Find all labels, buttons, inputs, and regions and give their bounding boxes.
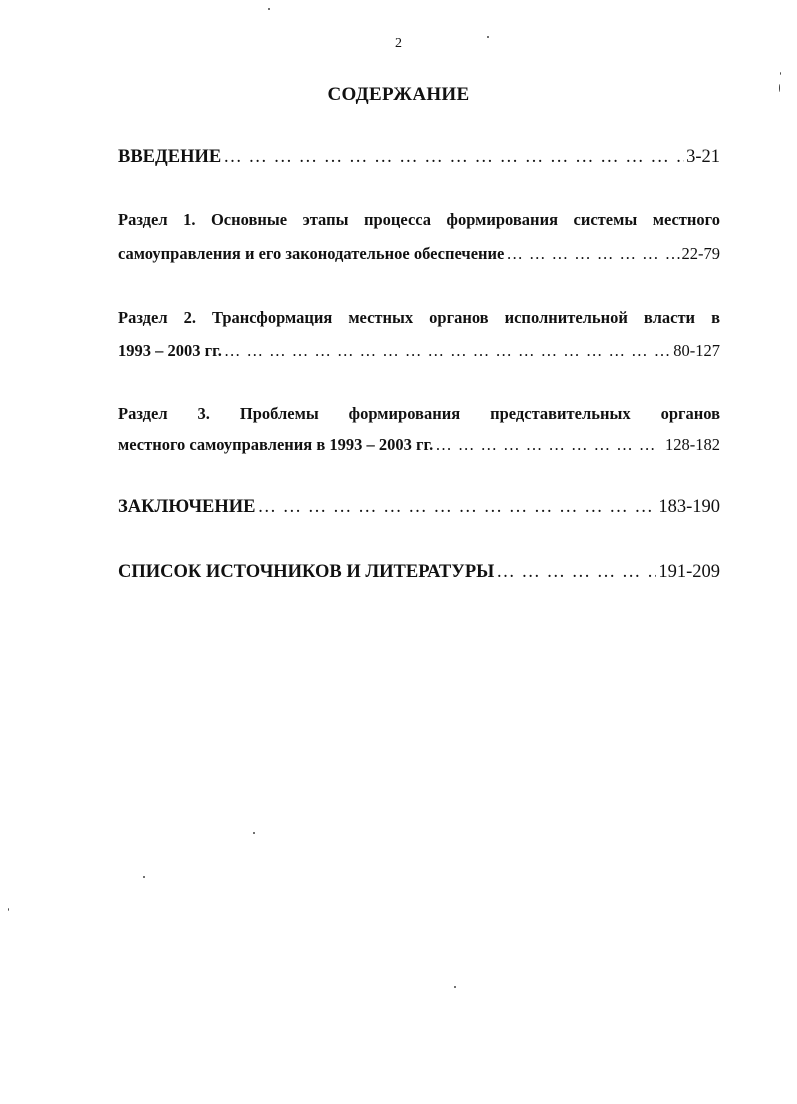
scan-speck [268,8,270,10]
dot-leader [258,497,657,518]
toc-entry-pages: 22-79 [681,244,720,263]
dot-leader [496,562,656,583]
dot-leader [223,147,684,168]
dot-leader [224,341,671,361]
toc-entry-pages: 183-190 [658,497,720,517]
scan-speck [487,36,489,38]
toc-entry-pages: 191-209 [658,562,720,582]
toc-entry-pages: 128-182 [665,435,720,454]
toc-entry-section2 [118,341,720,361]
toc-entry-pages: 80-127 [673,341,720,360]
toc-entry-section1 [118,244,720,264]
toc-entry-section2-line1: Раздел 2. Трансформация местных органов исполнительной власти в [118,308,720,327]
scan-speck [8,908,9,911]
scan-speck [143,876,145,878]
toc-entry-section1-line1: Раздел 1. Основные этапы процесса формирования системы местного [118,210,720,229]
page-number: 2 [395,36,402,51]
toc-entry-label: 1993 – 2003 гг. [118,341,222,360]
toc-entry-sources [118,562,720,583]
toc-entry-label: ЗАКЛЮЧЕНИЕ [118,497,256,517]
scan-speck [253,832,255,834]
toc-entry-pages: 3-21 [686,147,720,167]
toc-entry-label: СПИСОК ИСТОЧНИКОВ И ЛИТЕРАТУРЫ [118,562,495,582]
dot-leader [435,435,663,455]
dot-leader [506,244,679,264]
toc-entry-label: местного самоуправления в 1993 – 2003 гг. [118,435,434,454]
scan-speck [779,84,780,92]
scan-speck [780,72,781,75]
toc-entry-section3 [118,435,720,455]
toc-entry-conclusion [118,497,720,518]
toc-entry-label: самоуправления и его законодательное обеспечение [118,244,505,263]
toc-entry-intro [118,147,720,168]
toc-entry-section3-line1: Раздел 3. Проблемы формирования представительных органов [118,404,720,423]
page-title: СОДЕРЖАНИЕ [327,84,470,105]
toc-entry-label: ВВЕДЕНИЕ [118,147,222,167]
scan-speck [454,986,456,988]
